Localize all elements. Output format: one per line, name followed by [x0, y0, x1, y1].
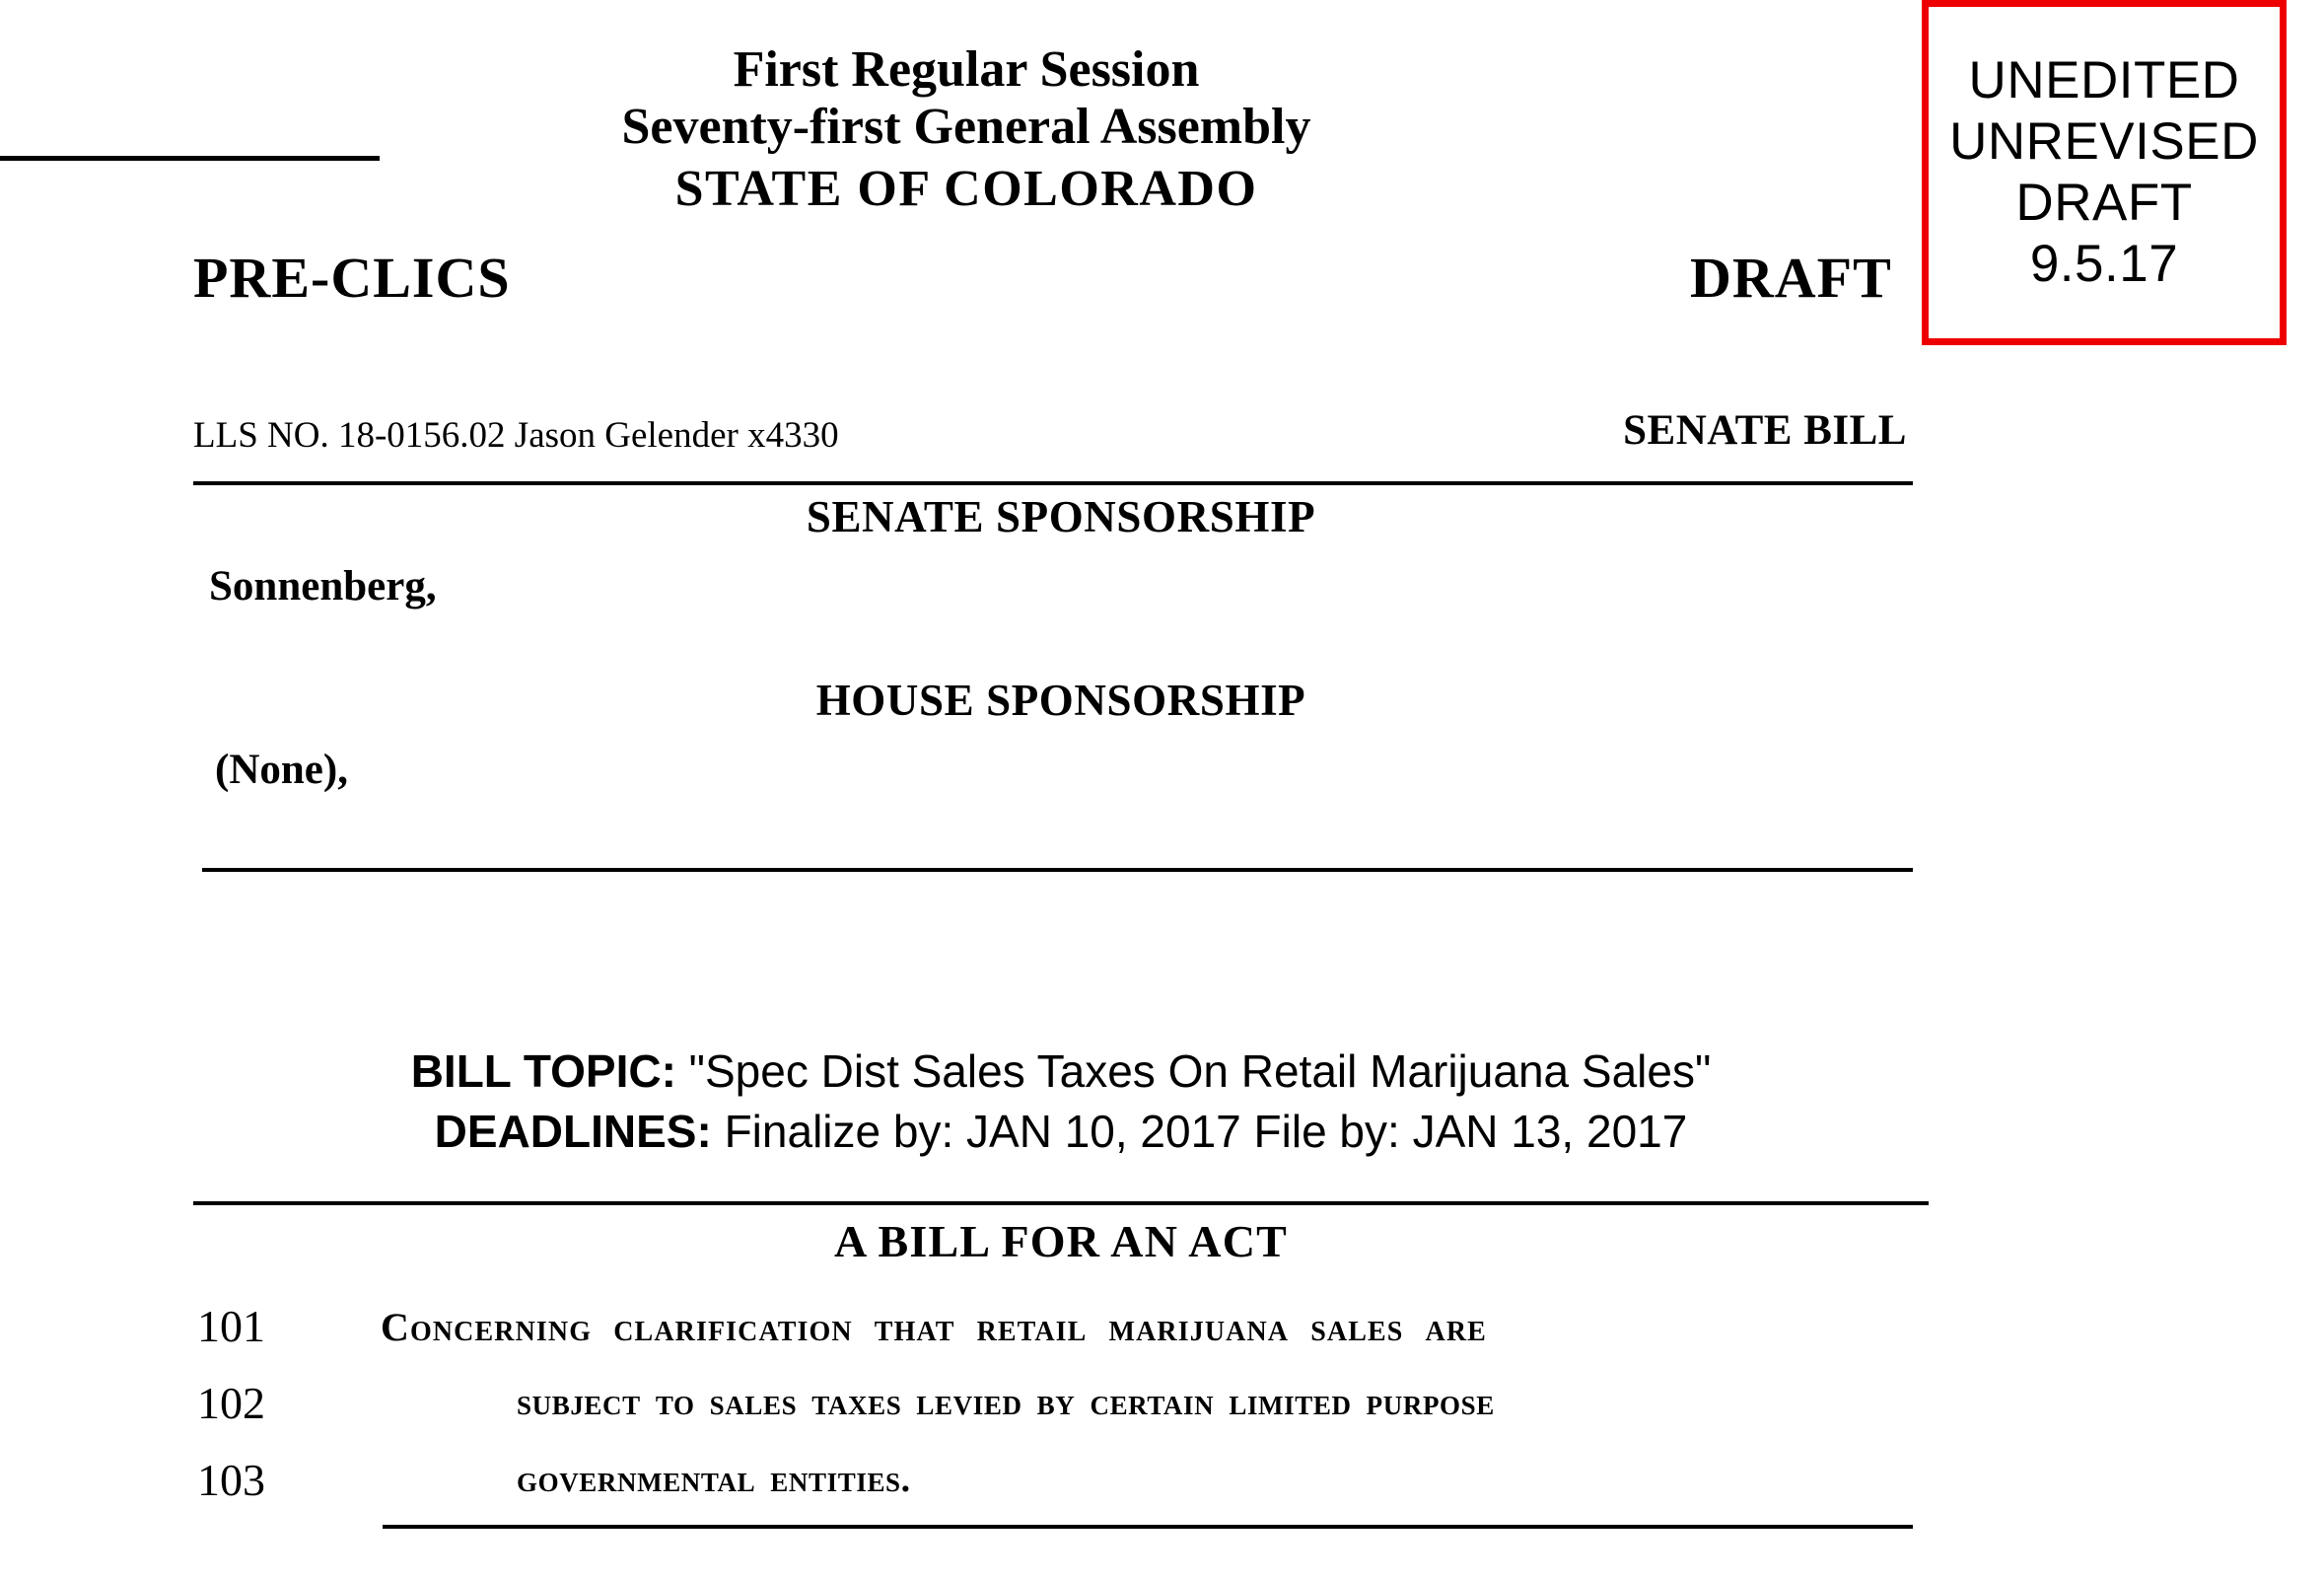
line-number: 103 [197, 1455, 265, 1505]
rule-under-lls [193, 481, 1913, 485]
house-sponsorship-heading: HOUSE SPONSORSHIP [815, 676, 1306, 725]
draft-stamp-line-3: DRAFT [2015, 174, 2193, 232]
senate-bill-label: SENATE BILL [1623, 407, 1907, 454]
house-sponsor-names: (None), [215, 747, 348, 793]
act-title-row [193, 1448, 1929, 1525]
line-text: subject to sales taxes levied by certain limited purpose [517, 1382, 1495, 1423]
draft-label: DRAFT [1690, 246, 1892, 310]
topic-block [193, 1041, 1929, 1161]
line-text: Concerning clarification that retail marijuana sales are [381, 1305, 1487, 1349]
rule-below-act-title [383, 1525, 1913, 1529]
senate-sponsorship-heading: SENATE SPONSORSHIP [806, 492, 1316, 541]
draft-stamp-line-1: UNEDITED [1968, 51, 2240, 109]
session-title: First Regular Session [733, 41, 1200, 98]
deadlines-label: DEADLINES: [434, 1105, 712, 1157]
act-title-row [193, 1371, 1929, 1448]
deadlines-value: Finalize by: JAN 10, 2017 File by: JAN 13, 2017 [724, 1105, 1688, 1157]
lls-number-line: LLS NO. 18-0156.02 Jason Gelender x4330 [193, 415, 839, 456]
line-number: 102 [197, 1378, 265, 1428]
draft-stamp-line-2: UNREVISED [1949, 112, 2259, 171]
line-text: governmental entities. [517, 1459, 911, 1500]
bill-topic-value: "Spec Dist Sales Taxes On Retail Marijuana Sales" [688, 1045, 1712, 1097]
senate-sponsor-names: Sonnenberg, [209, 563, 437, 610]
act-title-row [193, 1294, 1929, 1371]
line-number: 101 [197, 1301, 265, 1351]
draft-stamp [1922, 0, 2287, 345]
act-title-lines [193, 1294, 1929, 1525]
rule-under-sponsorship [202, 868, 1913, 872]
rule-above-act-heading [193, 1201, 1929, 1205]
state-title: STATE OF COLORADO [674, 161, 1258, 218]
act-heading: A BILL FOR AN ACT [833, 1216, 1289, 1266]
bill-topic-label: BILL TOPIC: [410, 1045, 676, 1097]
masthead [0, 41, 1933, 223]
draft-stamp-date: 9.5.17 [2029, 235, 2179, 293]
preclics-label: PRE-CLICS [193, 246, 511, 310]
assembly-title: Seventy-first General Assembly [621, 99, 1311, 156]
bill-topic-line [193, 1041, 1929, 1102]
deadlines-line [193, 1102, 1929, 1162]
